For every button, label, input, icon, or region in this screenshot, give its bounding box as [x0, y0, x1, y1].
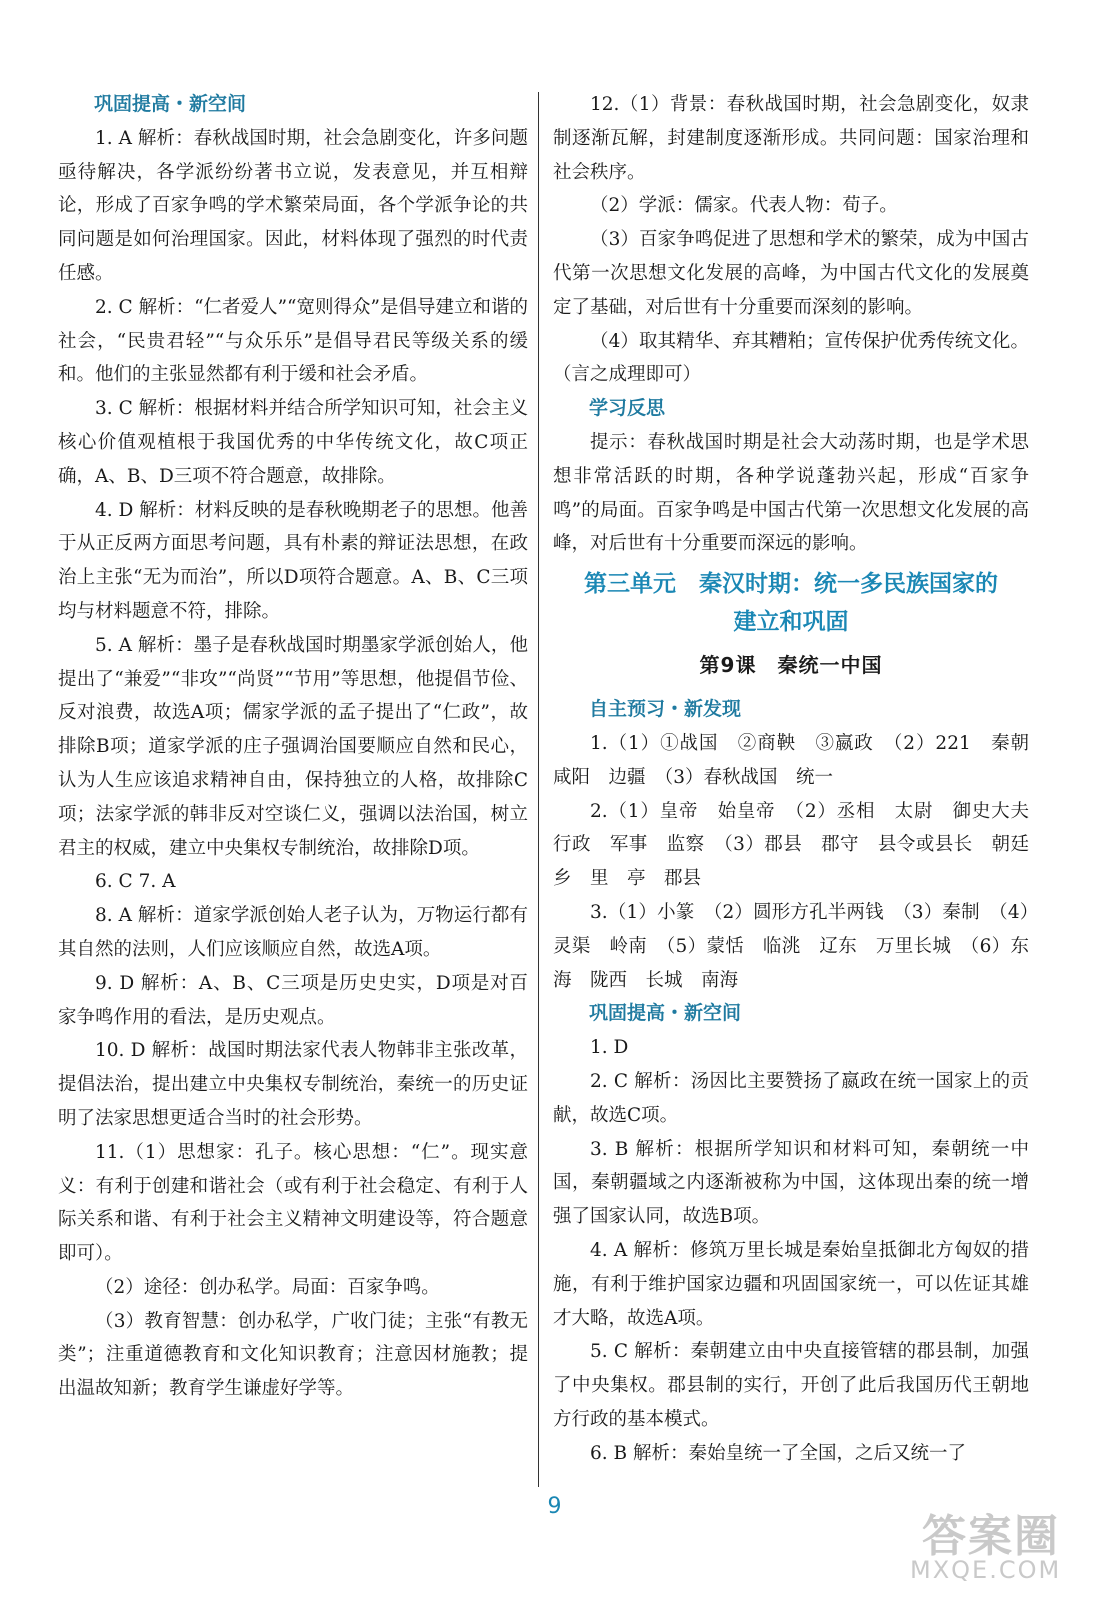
- watermark-logo-text: 答案圈: [922, 1511, 1060, 1562]
- answer-paragraph: 2.（1）皇帝 始皇帝 （2）丞相 太尉 御史大夫 行政 军事 监察 （3）郡县 郡守 县令或县长 朝廷 乡 里 亭 郡县: [553, 800, 1048, 890]
- right-column: [553, 88, 1048, 1470]
- answer-paragraph: 1.（1）①战国 ②商鞅 ③嬴政 （2）221 秦朝 咸阳 边疆 （3）春秋战国 统一: [553, 732, 1048, 788]
- answer-paragraph: 4. A 解析：修筑万里长城是秦始皇抵御北方匈奴的措施，有利于维护国家边疆和巩固国家统一，可以佐证其雄才大略，故选A项。: [553, 1239, 1029, 1329]
- answer-paragraph: 5. A 解析：墨子是春秋战国时期墨家学派创始人，他提出了“兼爱”“非攻”“尚贤”“节用”等思想，他提倡节俭、反对浪费，故选A项；儒家学派的孟子提出了“仁政”，故排除B项；道家学派的庄子强调治国要顺应自然和民心，认为人生应该追求精神自由，保持独立的人格，故排除C项；法家学派的韩非反对空谈仁义，强调以法治国，树立君主的权威，建立中央集权专制统治，故排除D项。: [58, 634, 528, 859]
- answer-paragraph: 4. D 解析：材料反映的是春秋晚期老子的思想。他善于从正反两方面思考问题，具有朴素的辩证法思想，在政治上主张“无为而治”，所以D项符合题意。A、B、C三项均与材料题意不符，排除。: [58, 499, 528, 622]
- answer-paragraph: （3）百家争鸣促进了思想和学术的繁荣，成为中国古代第一次思想文化发展的高峰，为中国古代文化的发展奠定了基础，对后世有十分重要而深刻的影响。: [553, 229, 1029, 318]
- section-title-consolidate: 巩固提高・新空间: [94, 93, 247, 115]
- left-column: [58, 88, 528, 1406]
- answer-paragraph: 3. C 解析：根据材料并结合所学知识可知，社会主义核心价值观植根于我国优秀的中华传统文化，故C项正确，A、B、D三项不符合题意，故排除。: [58, 398, 528, 487]
- answer-paragraph: 2. C 解析：汤因比主要赞扬了嬴政在统一国家上的贡献，故选C项。: [553, 1070, 1029, 1126]
- answer-paragraph: 6. B 解析：秦始皇统一了全国，之后又统一了: [590, 1442, 967, 1464]
- unit-title-line2: 建立和巩固: [733, 609, 849, 636]
- answer-paragraph: 12.（1）背景：春秋战国时期，社会急剧变化，奴隶制逐渐瓦解，封建制度逐渐形成。共同问题：国家治理和社会秩序。: [553, 94, 1029, 183]
- answer-paragraph: 8. A 解析：道家学派创始人老子认为，万物运行都有其自然的法则，人们应该顺应自然，故选A项。: [58, 905, 528, 960]
- section-title-preview: 自主预习・新发现: [589, 698, 742, 721]
- watermark-logo: [900, 1500, 1100, 1596]
- answer-paragraph: 1. D: [590, 1037, 629, 1059]
- answer-paragraph: 5. C 解析：秦朝建立由中央直接管辖的郡县制，加强了中央集权。郡县制的实行，开创了此后我国历代王朝地方行政的基本模式。: [553, 1341, 1029, 1430]
- answer-paragraph: 1. A 解析：春秋战国时期，社会急剧变化，许多问题亟待解决，各学派纷纷著书立说，发表意见，并互相辩论，形成了百家争鸣的学术繁荣局面，各个学派争论的共同问题是如何治理国家。因此，材料体现了强烈的时代责任感。: [58, 127, 528, 284]
- answer-paragraph: 3.（1）小篆 （2）圆形方孔半两钱 （3）秦制 （4）灵渠 岭南 （5）蒙恬 临洮 辽东 万里长城 （6）东海 陇西 长城 南海: [553, 901, 1029, 991]
- answer-paragraph: 11.（1）思想家：孔子。核心思想：“仁”。现实意义：有利于创建和谐社会（或有利于社会稳定、有利于人际关系和谐、有利于社会主义精神文明建设等，符合题意即可）。: [58, 1141, 528, 1265]
- watermark-url: MXQE.COM: [910, 1556, 1062, 1584]
- answer-paragraph: （2）途径：创办私学。局面：百家争鸣。: [95, 1276, 440, 1298]
- answer-paragraph: （3）教育智慧：创办私学，广收门徒；主张“有教无类”；注重道德教育和文化知识教育；注意因材施教；提出温故知新；教育学生谦虚好学等。: [58, 1310, 528, 1400]
- reflection-text: 提示：春秋战国时期是社会大动荡时期，也是学术思想非常活跃的时期，各种学说蓬勃兴起，形成“百家争鸣”的局面。百家争鸣是中国古代第一次思想文化发展的高峰，对后世有十分重要而深远的影响。: [553, 431, 1029, 555]
- answer-paragraph: 2. C 解析：“仁者爱人”“宽则得众”是倡导建立和谐的社会，“民贵君轻”“与众乐乐”是倡导君民等级关系的缓和。他们的主张显然都有利于缓和社会矛盾。: [58, 296, 528, 386]
- lesson-title: 第9课 秦统一中国: [699, 653, 883, 678]
- answer-paragraph: 10. D 解析：战国时期法家代表人物韩非主张改革，提倡法治，提出建立中央集权专制统治，秦统一的历史证明了法家思想更适合当时的社会形势。: [58, 1040, 528, 1129]
- section-title-consolidate: 巩固提高・新空间: [589, 1002, 742, 1025]
- column-divider: [538, 92, 539, 1487]
- section-title-reflection: 学习反思: [589, 397, 666, 420]
- answer-paragraph: 6. C 7. A: [95, 871, 176, 893]
- answer-paragraph: （4）取其精华、弃其糟粕；宣传保护优秀传统文化。（言之成理即可）: [553, 330, 1029, 386]
- answer-paragraph: （2）学派：儒家。代表人物：荀子。: [590, 195, 898, 217]
- page-number: 9: [547, 1494, 562, 1519]
- answer-paragraph: 9. D 解析：A、B、C三项是历史史实，D项是对百家争鸣作用的看法，是历史观点。: [58, 972, 528, 1028]
- answer-paragraph: 3. B 解析：根据所学知识和材料可知，秦朝统一中国，秦朝疆域之内逐渐被称为中国，这体现出秦的统一增强了国家认同，故选B项。: [553, 1138, 1029, 1228]
- unit-title-line1: 第三单元 秦汉时期：统一多民族国家的: [584, 571, 998, 598]
